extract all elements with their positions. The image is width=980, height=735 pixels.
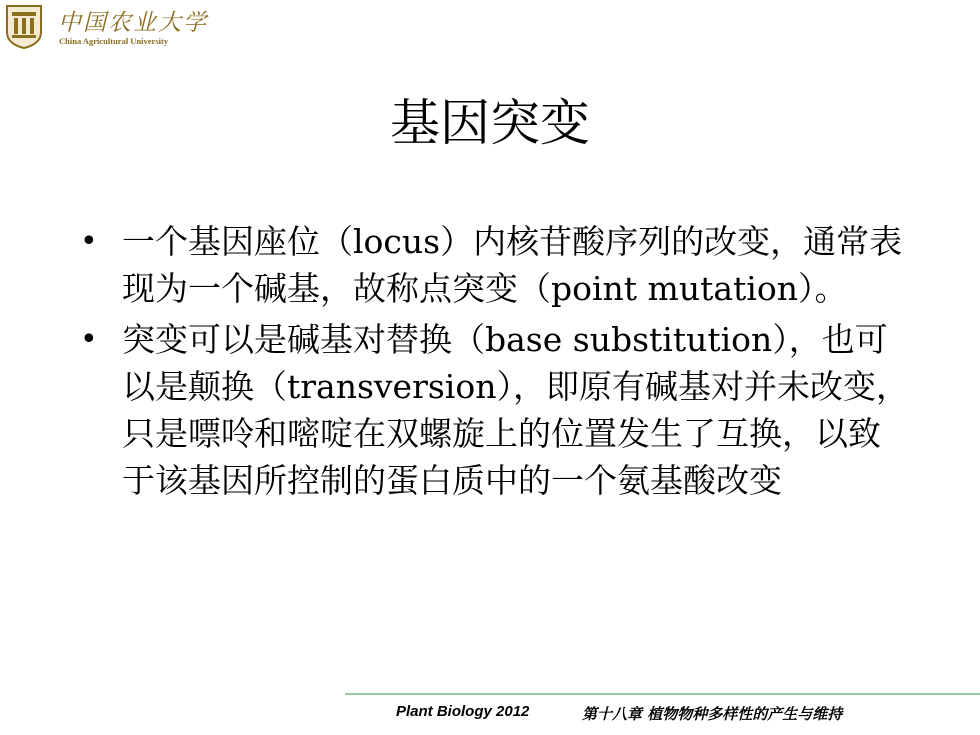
bullet-list — [80, 218, 910, 508]
bullet-item — [80, 316, 910, 504]
university-seal-icon — [4, 4, 44, 50]
footer-chapter-label: 第十八章 植物物种多样性的产生与维持 — [582, 705, 843, 723]
logo-chinese-name: 中国农业大学 — [58, 10, 208, 36]
bullet-dot-icon: • — [80, 322, 98, 357]
bullet-text: 一个基因座位（locus）内核苷酸序列的改变，通常表现为一个碱基，故称点突变（point mutation）。 — [122, 222, 903, 308]
bullet-text: 突变可以是碱基对替换（base substitution），也可以是颠换（transversion），即原有碱基对并未改变，只是嘌呤和嘧啶在双螺旋上的位置发生了互换，以致于该基因所控制的蛋白质中的一个氨基酸改变 — [122, 320, 909, 500]
footer-course-label: Plant Biology 2012 — [396, 703, 530, 720]
bullet-dot-icon: • — [80, 224, 98, 259]
bullet-item — [80, 218, 910, 312]
slide-title: 基因突变 — [390, 94, 590, 152]
logo-english-name: China Agricultural University — [59, 36, 169, 46]
university-logo — [4, 4, 208, 50]
footer-divider — [345, 693, 980, 695]
